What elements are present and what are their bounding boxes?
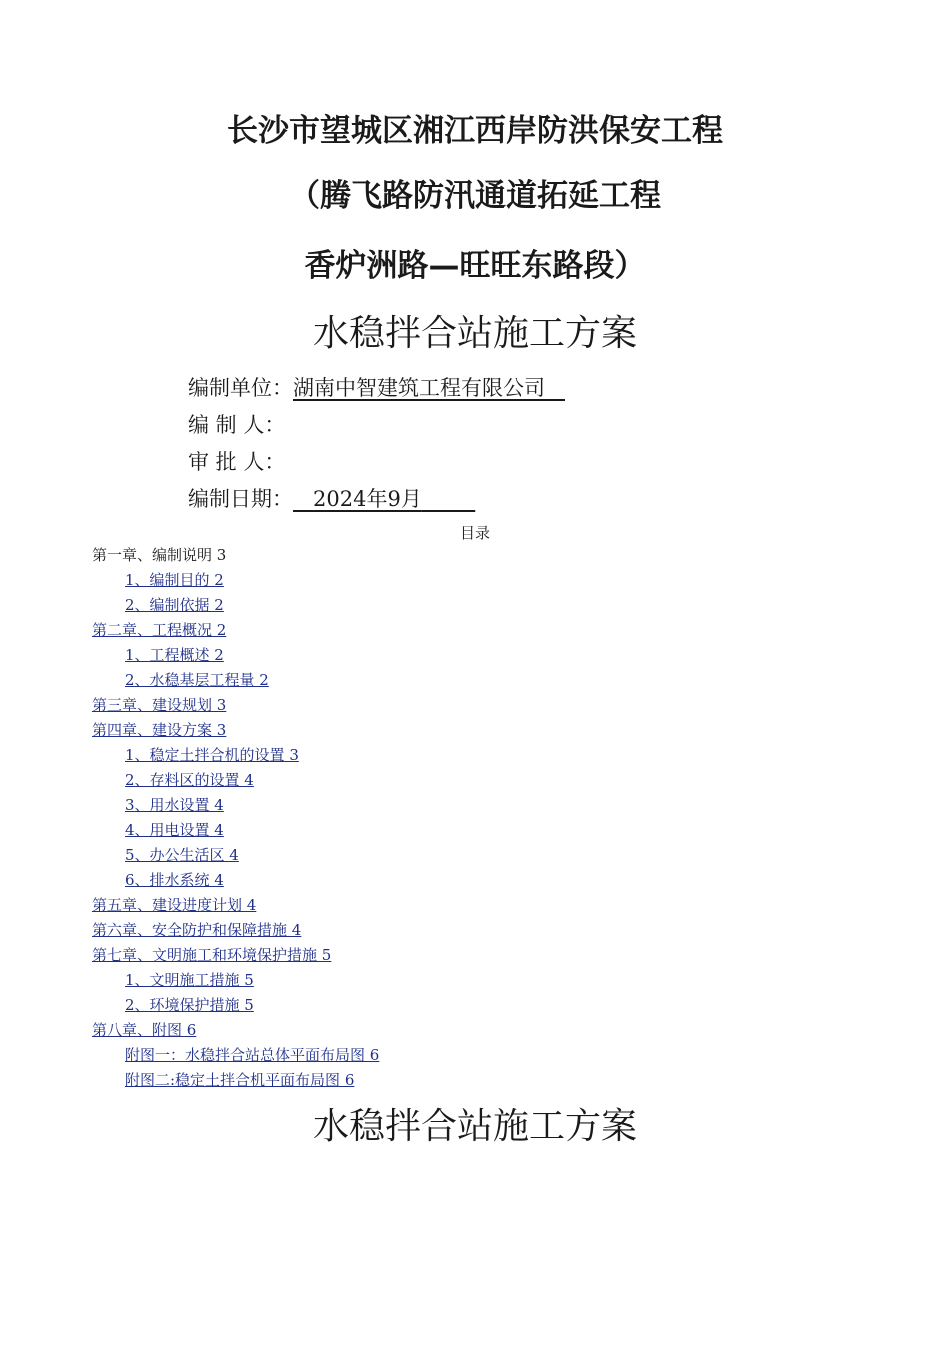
toc-entry[interactable]: 第三章、建设规划 3 [92, 696, 227, 714]
toc-entry[interactable]: 6、排水系统 4 [125, 871, 224, 889]
toc-entry: 第一章、编制说明 3 [92, 546, 227, 564]
meta-author-row [188, 409, 285, 439]
toc-entry[interactable]: 第二章、工程概况 2 [92, 621, 227, 639]
toc-entry[interactable]: 附图一：水稳拌合站总体平面布局图 6 [125, 1046, 380, 1064]
toc-entry[interactable]: 3、用水设置 4 [125, 796, 224, 814]
body-title: 水稳拌合站施工方案 [312, 1106, 637, 1147]
toc-entry[interactable]: 附图二:稳定土拌合机平面布局图 6 [125, 1071, 355, 1089]
toc-entry[interactable]: 1、文明施工措施 5 [125, 971, 254, 989]
title-line-2: （腾飞路防汛通道拓延工程 [289, 178, 661, 214]
author-label: 编 制 人： [188, 413, 286, 437]
unit-value: 湖南中智建筑工程有限公司 [293, 376, 545, 400]
toc-entry[interactable]: 第八章、附图 6 [92, 1021, 197, 1039]
toc-entry[interactable]: 1、工程概述 2 [125, 646, 224, 664]
meta-unit-row [188, 372, 565, 402]
toc-entry[interactable]: 5、办公生活区 4 [125, 846, 239, 864]
document-title: 水稳拌合站施工方案 [312, 313, 637, 354]
title-line-3: 香炉洲路—旺旺东路段） [304, 248, 646, 284]
date-value: 2024年9月 [313, 487, 422, 511]
unit-label: 编制单位： [188, 376, 293, 400]
approver-label: 审 批 人： [188, 450, 286, 474]
toc-entry[interactable]: 2、水稳基层工程量 2 [125, 671, 269, 689]
toc-entry[interactable]: 第七章、文明施工和环境保护措施 5 [92, 946, 332, 964]
toc-entry[interactable]: 第六章、安全防护和保障措施 4 [92, 921, 302, 939]
title-line-1: 长沙市望城区湘江西岸防洪保安工程 [227, 113, 723, 149]
toc-entry[interactable]: 2、存料区的设置 4 [125, 771, 254, 789]
toc-heading: 目录 [459, 524, 490, 542]
toc-entry[interactable]: 1、稳定土拌合机的设置 3 [125, 746, 299, 764]
toc-entry[interactable]: 1、编制目的 2 [125, 571, 224, 589]
toc-entry[interactable]: 第四章、建设方案 3 [92, 721, 227, 739]
date-label: 编制日期： [188, 487, 293, 511]
toc-entry[interactable]: 第五章、建设进度计划 4 [92, 896, 257, 914]
toc-entry[interactable]: 4、用电设置 4 [125, 821, 224, 839]
toc-entry[interactable]: 2、编制依据 2 [125, 596, 224, 614]
toc-entry[interactable]: 2、环境保护措施 5 [125, 996, 254, 1014]
meta-approver-row [188, 446, 285, 476]
meta-date-row [188, 483, 475, 513]
